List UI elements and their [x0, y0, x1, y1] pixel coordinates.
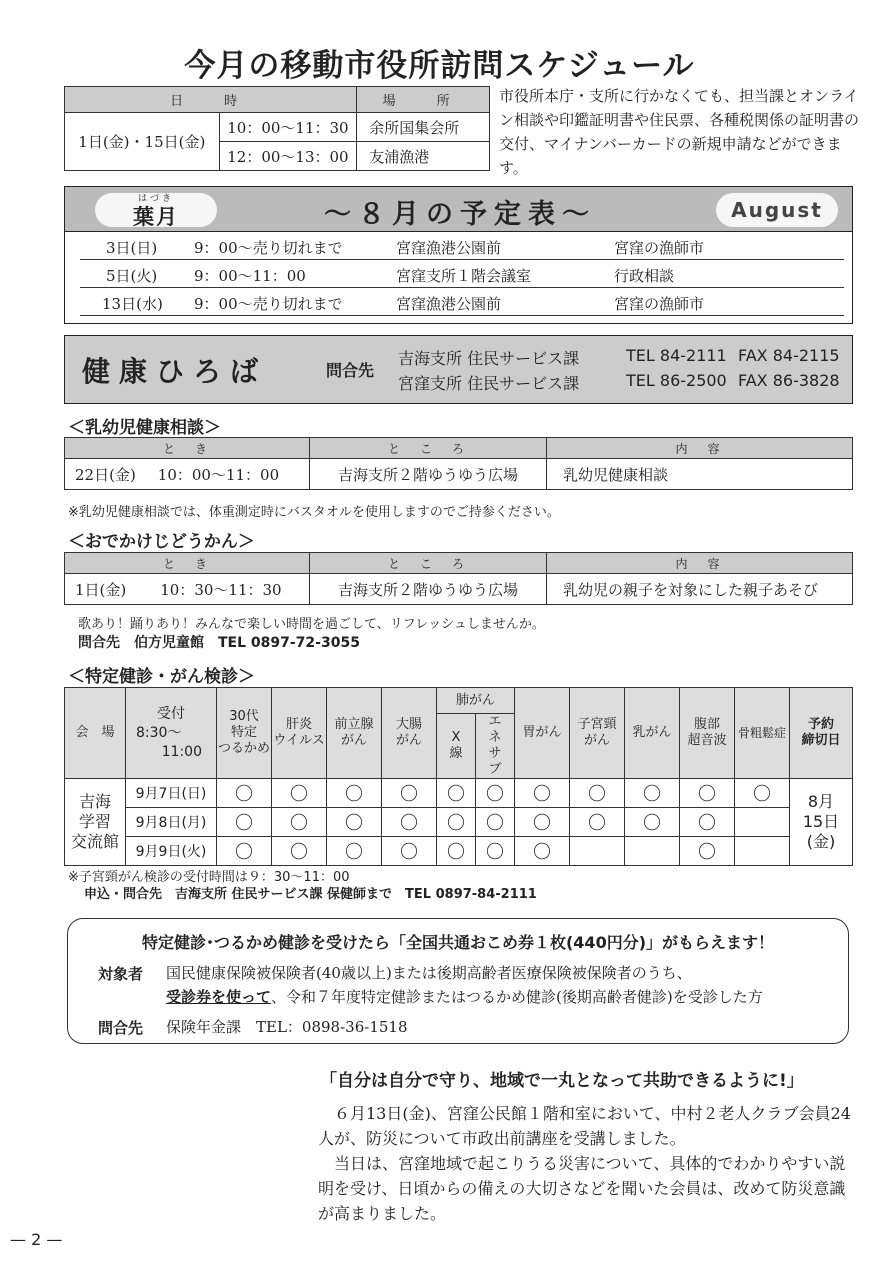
- col-stomach: 胃がん: [515, 688, 570, 779]
- col-abdominal: 腹部 超音波: [680, 688, 735, 779]
- article-para: 当日は、宮窪地域で起こりうる災害について、具体的でわかりやすい説明を受け、日頃からの備えの大切さなどを聞いた会員は、改めて防災意識が高まりました。: [318, 1154, 846, 1223]
- schedule-date: 1日(金)・15日(金): [65, 113, 220, 171]
- infant-table: [64, 437, 853, 490]
- kenshin-cell: 〇: [515, 779, 570, 808]
- kenshin-date: 9月9日(火): [126, 837, 217, 866]
- kenshin-cell: 〇: [476, 808, 515, 837]
- col-lung-ene: エ ネ サ ブ: [476, 714, 515, 779]
- august-event: 宮窪の漁師市: [614, 295, 705, 313]
- col-content: 内 容: [547, 438, 853, 459]
- infant-heading: ＜乳幼児健康相談＞: [68, 418, 221, 438]
- odekake-note: 歌あり！踊りあり！みんなで楽しい時間を過ごして、リフレッシュしませんか。: [78, 617, 545, 632]
- col-when: と き: [65, 438, 310, 459]
- kenshin-date: 9月7日(日): [126, 779, 217, 808]
- kenshin-cell: 〇: [437, 808, 476, 837]
- rice-title: 特定健診･つるかめ健診を受けたら「全国共通おこめ券１枚(440円分)」がもらえます！: [141, 933, 775, 952]
- kenshin-cell: 〇: [570, 808, 625, 837]
- kenshin-cell: 〇: [437, 837, 476, 866]
- health-contact-label: 問合先: [326, 361, 375, 380]
- august-time: 9：00〜売り切れまで: [194, 239, 343, 257]
- kenshin-row: [65, 808, 853, 837]
- health-title: 健康ひろば: [82, 355, 268, 388]
- kenshin-cell: 〇: [680, 779, 735, 808]
- kenshin-cell: 〇: [570, 779, 625, 808]
- kenshin-cell: [570, 837, 625, 866]
- col-where: と こ ろ: [310, 438, 547, 459]
- infant-content: 乳幼児健康相談: [547, 459, 853, 490]
- schedule-place: 友浦漁港: [357, 142, 490, 171]
- page-number: — 2 —: [10, 1230, 63, 1249]
- kenshin-cell: 〇: [382, 779, 437, 808]
- odekake-content: 乳幼児の親子を対象にした親子あそび: [547, 574, 853, 605]
- kenshin-cell: 〇: [272, 808, 327, 837]
- col-hepatitis: 肝炎 ウイルス: [272, 688, 327, 779]
- kenshin-row: [65, 779, 853, 808]
- month-jp: 葉月: [133, 205, 179, 229]
- august-date: 13日(水): [102, 295, 163, 313]
- schedule-place: 余所国集会所: [357, 113, 490, 142]
- schedule-time: 12：00〜13：00: [219, 142, 357, 171]
- kenshin-cell: 〇: [327, 808, 382, 837]
- kenshin-deadline: 8月 15日 (金): [790, 779, 853, 866]
- kenshin-cell: 〇: [382, 837, 437, 866]
- rice-contact-label: 問合先: [98, 1019, 144, 1037]
- kenshin-heading: ＜特定健診・がん検診＞: [68, 667, 255, 687]
- august-date: 5日(火): [106, 267, 158, 285]
- infant-when: 22日(金) 10：00〜11：00: [65, 459, 310, 490]
- col-venue: 会 場: [65, 688, 126, 779]
- kenshin-cell: 〇: [327, 779, 382, 808]
- col-datetime: 日 時: [65, 87, 357, 113]
- health-fax: FAX 86-3828: [738, 371, 840, 390]
- kenshin-cell: 〇: [272, 837, 327, 866]
- health-fax: FAX 84-2115: [738, 346, 840, 365]
- schedule-time: 10：00〜11：30: [219, 113, 357, 142]
- august-time: 9：00〜売り切れまで: [194, 295, 343, 313]
- col-breast: 乳がん: [625, 688, 680, 779]
- kenshin-cell: 〇: [217, 808, 272, 837]
- col-reception: 受付 8:30〜 11:00: [126, 688, 217, 779]
- health-tel: TEL 84-2111: [626, 346, 727, 365]
- kenshin-cell: 〇: [217, 837, 272, 866]
- article-title: 「自分は自分で守り、地域で一丸となって共助できるように!」: [320, 1071, 804, 1091]
- odekake-heading: ＜おでかけじどうかん＞: [68, 532, 255, 552]
- kenshin-cell: 〇: [515, 808, 570, 837]
- col-bone: 骨粗鬆症: [735, 688, 790, 779]
- health-office: 吉海支所 住民サービス課: [398, 349, 580, 368]
- odekake-table: [64, 552, 853, 605]
- kenshin-cell: 〇: [476, 837, 515, 866]
- august-event: 宮窪の漁師市: [614, 239, 705, 257]
- kenshin-cell: 〇: [217, 779, 272, 808]
- august-row: [80, 290, 844, 316]
- health-office: 宮窪支所 住民サービス課: [398, 374, 580, 393]
- kenshin-cell: 〇: [515, 837, 570, 866]
- col-place: 場 所: [357, 87, 490, 113]
- kenshin-date: 9月8日(月): [126, 808, 217, 837]
- odekake-where: 吉海支所２階ゆうゆう広場: [310, 574, 547, 605]
- article-body: [318, 1101, 858, 1226]
- august-date: 3日(日): [106, 239, 158, 257]
- kenshin-cell: 〇: [625, 808, 680, 837]
- kenshin-cell: 〇: [680, 837, 735, 866]
- col-when: と き: [65, 553, 310, 574]
- kenshin-cell: 〇: [272, 779, 327, 808]
- schedule-description: 市役所本庁・支所に行かなくても、担当課とオンライン相談や印鑑証明書や住民票、各種税関係の証明書の交付、マイナンバーカードの新規申請などができます。: [499, 87, 860, 177]
- col-where: と こ ろ: [310, 553, 547, 574]
- kenshin-cell: [735, 808, 790, 837]
- col-uterine: 子宮頸 がん: [570, 688, 625, 779]
- col-lung-x: X 線: [437, 714, 476, 779]
- schedule-table: [64, 86, 490, 171]
- col-prostate: 前立腺 がん: [327, 688, 382, 779]
- rice-target-line1: 国民健康保険被保険者(40歳以上)または後期高齢者医療保険被保険者のうち、: [166, 964, 692, 982]
- odekake-when: 1日(金) 10：30〜11：30: [65, 574, 310, 605]
- august-time: 9：00〜11：00: [194, 267, 306, 285]
- col-tsurukame: 30代 特定 つるかめ: [217, 688, 272, 779]
- health-tel: TEL 86-2500: [626, 371, 727, 390]
- kenshin-cell: 〇: [437, 779, 476, 808]
- kenshin-cell: [625, 837, 680, 866]
- kenshin-cell: [735, 837, 790, 866]
- article-para: ６月13日(金)、宮窪公民館１階和室において、中村２老人クラブ会員24人が、防災について市政出前講座を受講しました。: [318, 1104, 851, 1148]
- col-content: 内 容: [547, 553, 853, 574]
- odekake-contact: 問合先 伯方児童館 TEL 0897-72-3055: [78, 635, 360, 651]
- month-ruby: はづき: [137, 194, 174, 204]
- kenshin-cell: 〇: [680, 808, 735, 837]
- august-row: [80, 262, 844, 288]
- august-title: 〜８月の予定表〜: [324, 199, 596, 230]
- kenshin-contact: 申込・問合先 吉海支所 住民サービス課 保健師まで TEL 0897-84-2111: [84, 887, 537, 902]
- col-lung: 肺がん: [437, 688, 515, 714]
- kenshin-cell: 〇: [735, 779, 790, 808]
- schedule-title: 今月の移動市役所訪問スケジュール: [184, 48, 695, 84]
- rice-target-label: 対象者: [98, 965, 144, 983]
- rice-contact: 保険年金課 TEL：0898-36-1518: [166, 1018, 408, 1036]
- kenshin-row: [65, 837, 853, 866]
- august-row: [80, 234, 844, 260]
- kenshin-venue: 吉海 学習 交流館: [65, 779, 126, 866]
- kenshin-cell: 〇: [476, 779, 515, 808]
- rice-target-line2: 受診券を使って、令和７年度特定健診またはつるかめ健診(後期高齢者健診)を受診した方: [166, 988, 763, 1006]
- rice-underline: 受診券を使って: [166, 988, 272, 1006]
- kenshin-table: [64, 687, 853, 866]
- kenshin-note: ※子宮頸がん検診の受付時間は９：30〜11：00: [68, 870, 350, 885]
- kenshin-cell: 〇: [382, 808, 437, 837]
- august-place: 宮窪漁港公園前: [396, 295, 502, 313]
- infant-note: ※乳幼児健康相談では、体重測定時にバスタオルを使用しますのでご持参ください。: [68, 505, 560, 520]
- kenshin-cell: 〇: [625, 779, 680, 808]
- august-place: 宮窪漁港公園前: [396, 239, 502, 257]
- infant-where: 吉海支所２階ゆうゆう広場: [310, 459, 547, 490]
- col-colon: 大腸 がん: [382, 688, 437, 779]
- august-event: 行政相談: [614, 267, 675, 285]
- col-deadline: 予約 締切日: [790, 688, 853, 779]
- month-en: August: [716, 193, 838, 227]
- kenshin-cell: 〇: [327, 837, 382, 866]
- august-place: 宮窪支所１階会議室: [396, 267, 532, 285]
